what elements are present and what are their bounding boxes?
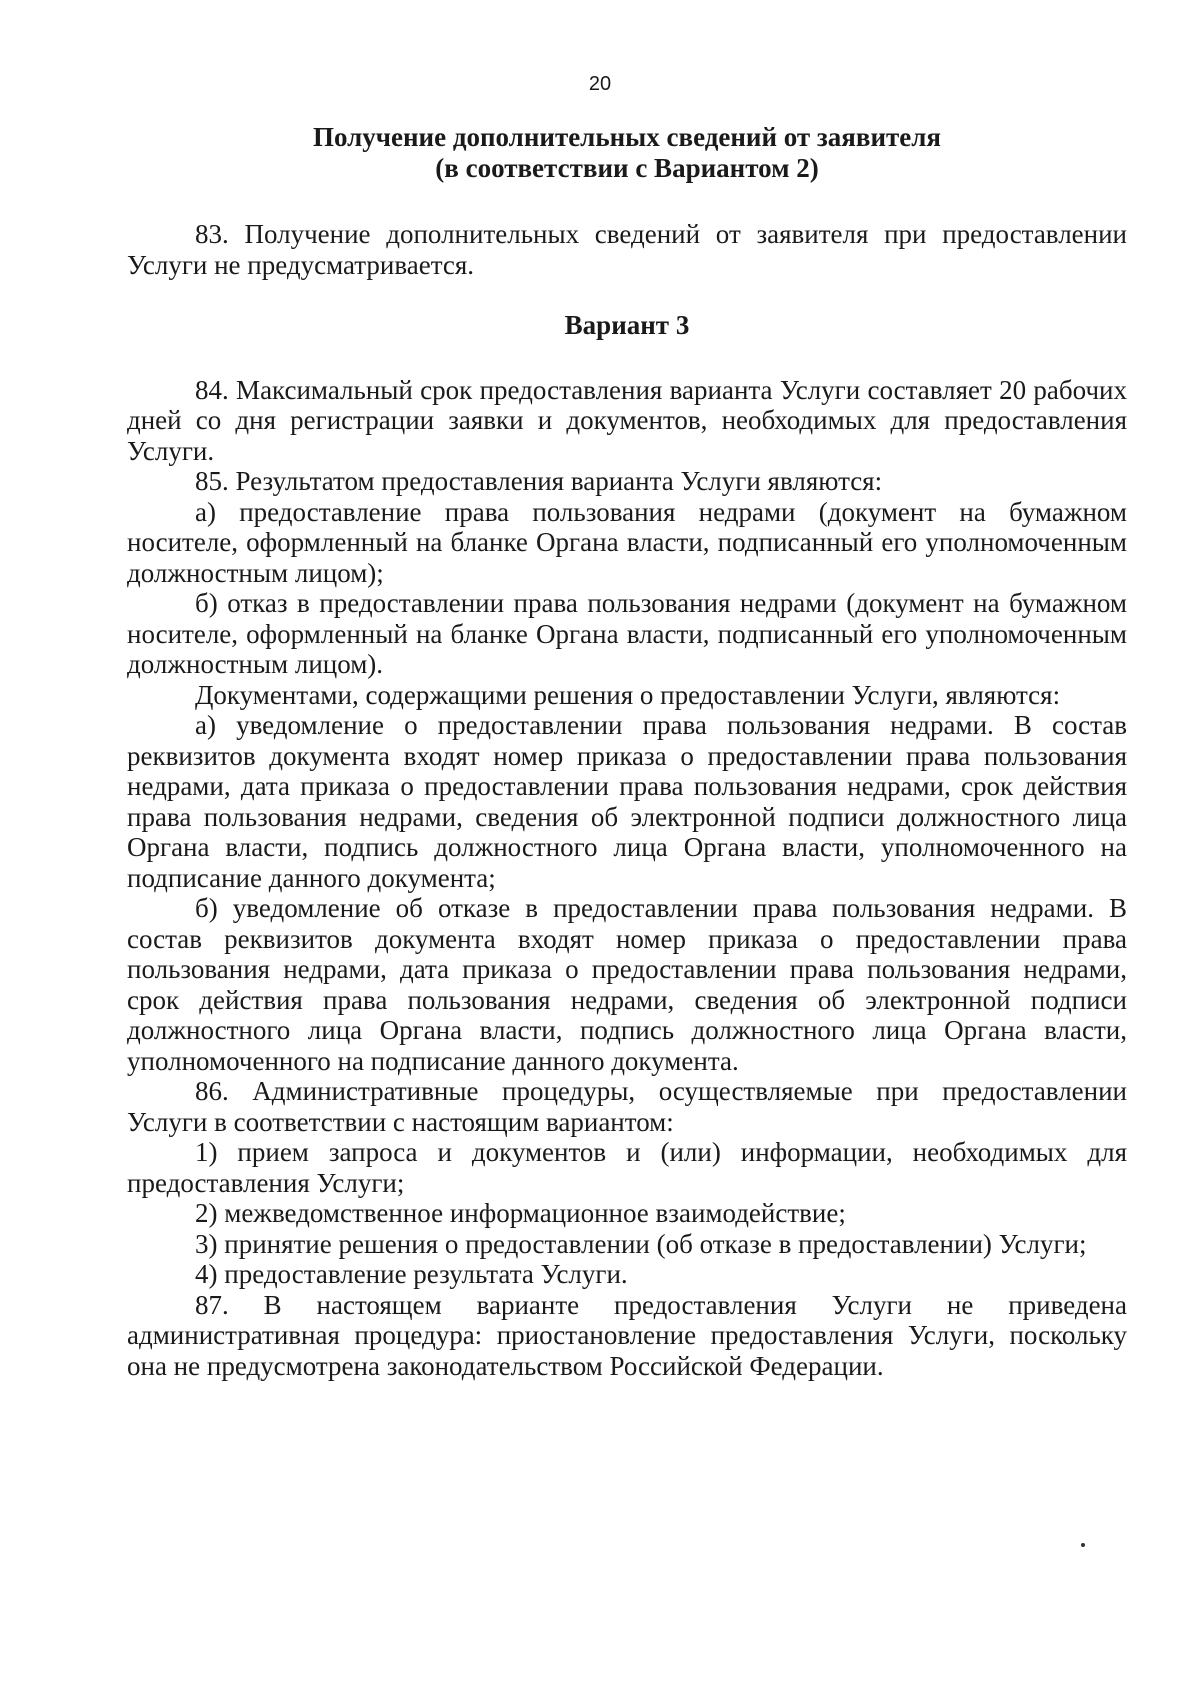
paragraph-decision-documents: Документами, содержащими решения о предоставлении Услуги, являются:	[195, 679, 1061, 710]
paragraph-83: 83. Получение дополнительных сведений от заявителя при предоставлении Услуги не предусматривается.	[127, 219, 1127, 280]
paragraph-87: 87. В настоящем варианте предоставления Услуги не приведена административная процедура: приостановление предоставления Услуги, поскольку она не предусмотрена законодательством Российской Федерации.	[127, 1289, 1127, 1381]
paragraph-decision-item-a: а) уведомление о предоставлении права пользования недрами. В состав реквизитов документа входят номер приказа о предоставлении права пользования недрами, дата приказа о предоставлении права пользования недрами, срок действия права пользования недрами, сведения об электронной подписи должностного лица Органа власти, подпись должностного лица Органа власти, уполномоченного на подписание данного документа;	[127, 710, 1127, 893]
spacer	[127, 183, 1127, 219]
paragraph-86-item-1: 1) прием запроса и документов и (или) информации, необходимых для предоставления Услуги;	[127, 1137, 1127, 1198]
page-number: 20	[588, 73, 612, 95]
paragraph-84: 84. Максимальный срок предоставления варианта Услуги составляет 20 рабочих дней со дня регистрации заявки и документов, необходимых для предоставления Услуги.	[127, 374, 1127, 466]
section-heading-line-2: (в соответствии с Вариантом 2)	[435, 152, 819, 183]
paragraph-85-item-b: б) отказ в предоставлении права пользования недрами (документ на бумажном носителе, оформленный на бланке Органа власти, подписанный его уполномоченным должностным лицом).	[127, 588, 1127, 679]
variant-heading: Вариант 3	[564, 310, 690, 340]
paragraph-85-item-a: а) предоставление права пользования недрами (документ на бумажном носителе, оформленный на бланке Органа власти, подписанный его уполномоченным должностным лицом);	[127, 496, 1127, 588]
paragraph-decision-item-b: б) уведомление об отказе в предоставлении права пользования недрами. В состав реквизитов документа входят номер приказа о предоставлении права пользования недрами, дата приказа о предоставлении права пользования недрами, срок действия права пользования недрами, сведения об электронной подписи должностного лица Органа власти, подпись должностного лица Органа власти, уполномоченного на подписание данного документа.	[127, 893, 1127, 1076]
paragraph-86: 86. Административные процедуры, осуществляемые при предоставлении Услуги в соответствии с настоящим вариантом:	[127, 1076, 1127, 1137]
paragraph-86-item-2: 2) межведомственное информационное взаимодействие;	[195, 1198, 846, 1228]
spacer	[127, 280, 1127, 310]
document-body	[127, 122, 1127, 1381]
section-heading-line-1: Получение дополнительных сведений от заявителя	[312, 122, 942, 152]
paragraph-86-item-3: 3) принятие решения о предоставлении (об отказе в предоставлении) Услуги;	[195, 1228, 1087, 1259]
paragraph-85: 85. Результатом предоставления варианта Услуги являются:	[195, 466, 883, 496]
scan-speck	[1081, 1543, 1085, 1547]
paragraph-86-item-4: 4) предоставление результата Услуги.	[195, 1259, 628, 1289]
spacer	[127, 341, 1127, 375]
